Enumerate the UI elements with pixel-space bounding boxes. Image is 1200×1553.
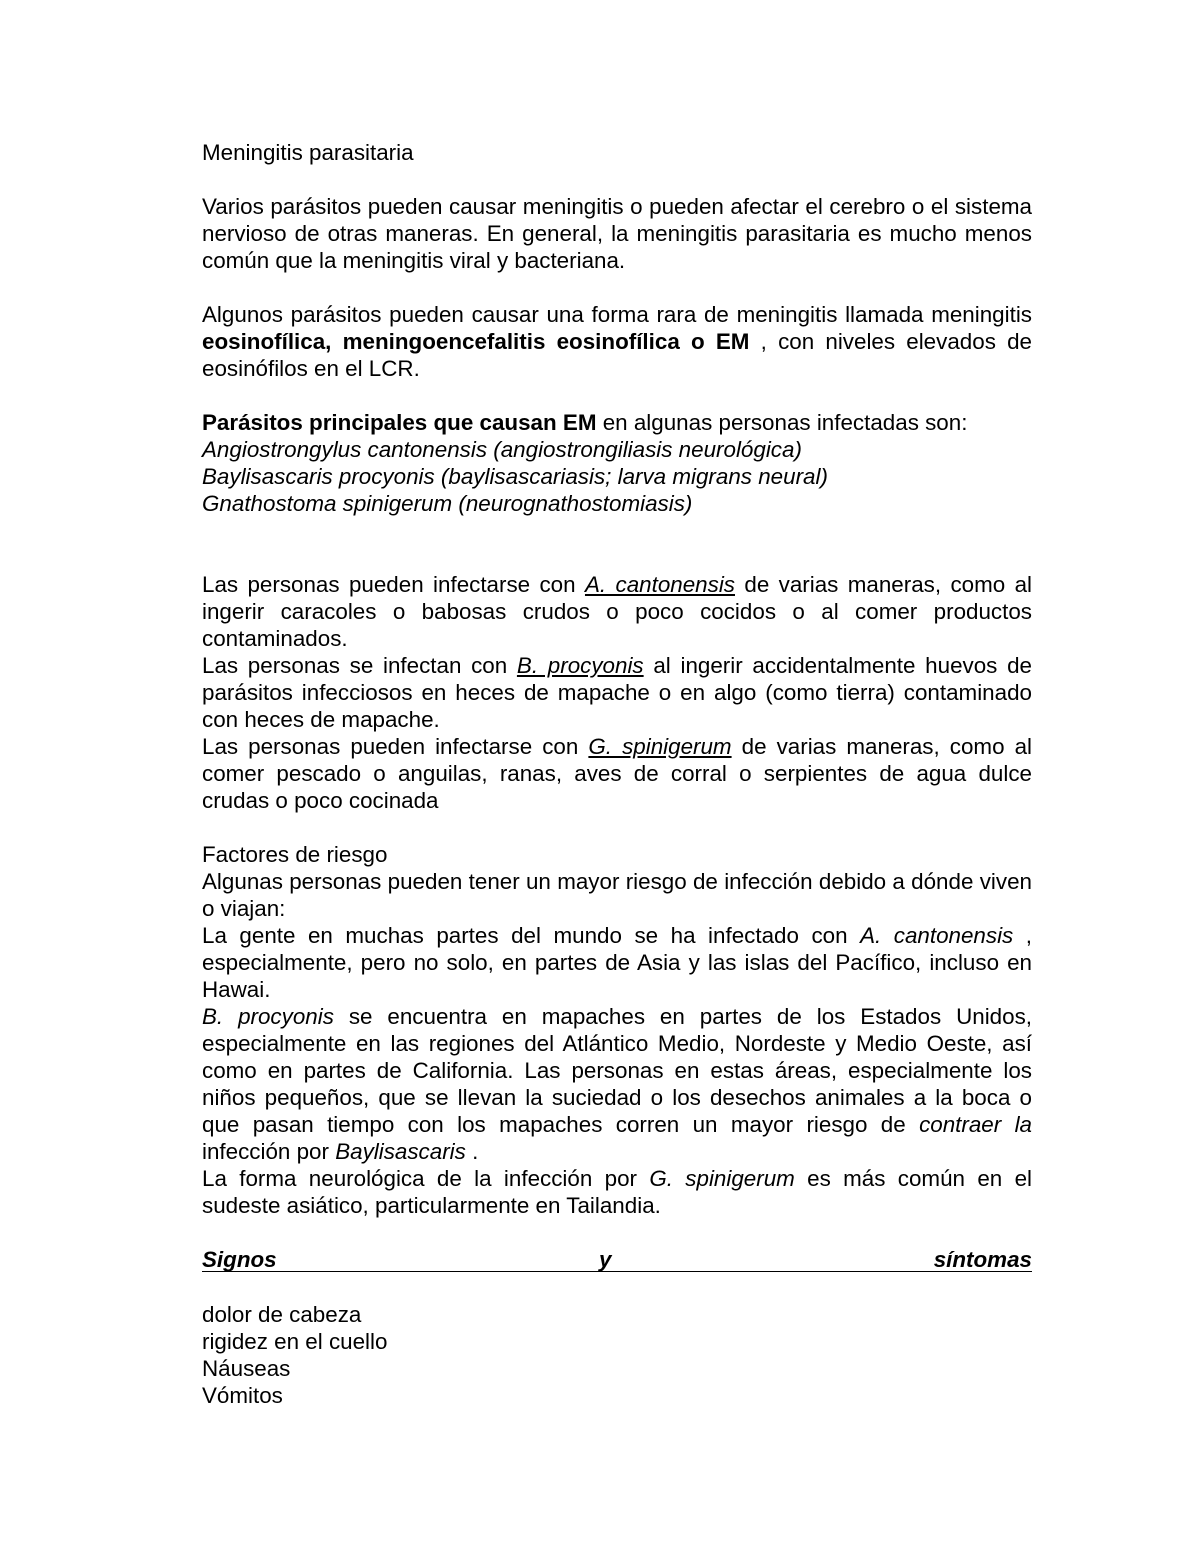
em-definition-paragraph: Algunos parásitos pueden causar una forma rara de meningitis llamada meningitis eosinofílica, meningoencefalitis eosinofílica o EM , con niveles elevados de eosinófilos en el LCR.: [202, 302, 1032, 381]
em-terms: eosinofílica, meningoencefalitis eosinofílica o EM: [202, 329, 750, 354]
parasite-item: Baylisascaris procyonis (baylisascariasis; larva migrans neural): [202, 464, 828, 489]
risk-b-procyonis: B. procyonis se encuentra en mapaches en partes de los Estados Unidos, especialmente en las regiones del Atlántico Medio, Nordeste y Medio Oeste, así como en partes de California. Las personas en estas áreas, especialmente los niños pequeños, que se llevan la suciedad o los desechos animales a la boca o que pasan tiempo con los mapaches corren un mayor riesgo de contraer la infección por Baylisascaris .: [202, 1004, 1032, 1164]
intro-paragraph: Varios parásitos pueden causar meningitis o pueden afectar el cerebro o el sistema nervioso de otras maneras. En general, la meningitis parasitaria es mucho menos común que la meningitis viral y bacteriana.: [202, 194, 1032, 273]
transmission-b-procyonis: Las personas se infectan con B. procyonis al ingerir accidentalmente huevos de parásitos infecciosos en heces de mapache o en algo (como tierra) contaminado con heces de mapache.: [202, 653, 1032, 732]
parasite-item: Angiostrongylus cantonensis (angiostrongiliasis neurológica): [202, 437, 802, 462]
parasites-lead: Parásitos principales que causan EM en algunas personas infectadas son:: [202, 410, 968, 435]
a-cantonensis-link[interactable]: A. cantonensis: [584, 572, 735, 597]
transmission-a-cantonensis: Las personas pueden infectarse con A. cantonensis de varias maneras, como al ingerir caracoles o babosas crudos o poco cocidos o al comer productos contaminados.: [202, 572, 1033, 651]
symptom-item: rigidez en el cuello: [202, 1329, 388, 1354]
document-page: [202, 139, 1032, 1409]
risk-heading: Factores de riesgo: [202, 842, 388, 867]
parasite-item: Gnathostoma spinigerum (neurognathostomiasis): [202, 491, 693, 516]
g-spinigerum-link[interactable]: G. spinigerum: [588, 734, 732, 759]
symptom-item: Vómitos: [202, 1383, 283, 1408]
transmission-g-spinigerum: Las personas pueden infectarse con G. spinigerum de varias maneras, como al comer pescado o anguilas, ranas, aves de corral o serpientes de agua dulce crudas o poco cocinada: [202, 734, 1033, 813]
document-title: Meningitis parasitaria: [202, 140, 414, 165]
risk-a-cantonensis: La gente en muchas partes del mundo se ha infectado con A. cantonensis , especialmente, pero no solo, en partes de Asia y las islas del Pacífico, incluso en Hawai.: [202, 923, 1033, 1002]
risk-g-spinigerum: La forma neurológica de la infección por G. spinigerum es más común en el sudeste asiático, particularmente en Tailandia.: [202, 1166, 1032, 1218]
b-procyonis-link[interactable]: B. procyonis: [516, 653, 644, 678]
symptom-item: dolor de cabeza: [202, 1302, 362, 1327]
symptom-item: Náuseas: [202, 1356, 291, 1381]
symptoms-heading: Signos y síntomas: [202, 1247, 1032, 1272]
risk-intro: Algunas personas pueden tener un mayor riesgo de infección debido a dónde viven o viajan:: [202, 869, 1032, 921]
